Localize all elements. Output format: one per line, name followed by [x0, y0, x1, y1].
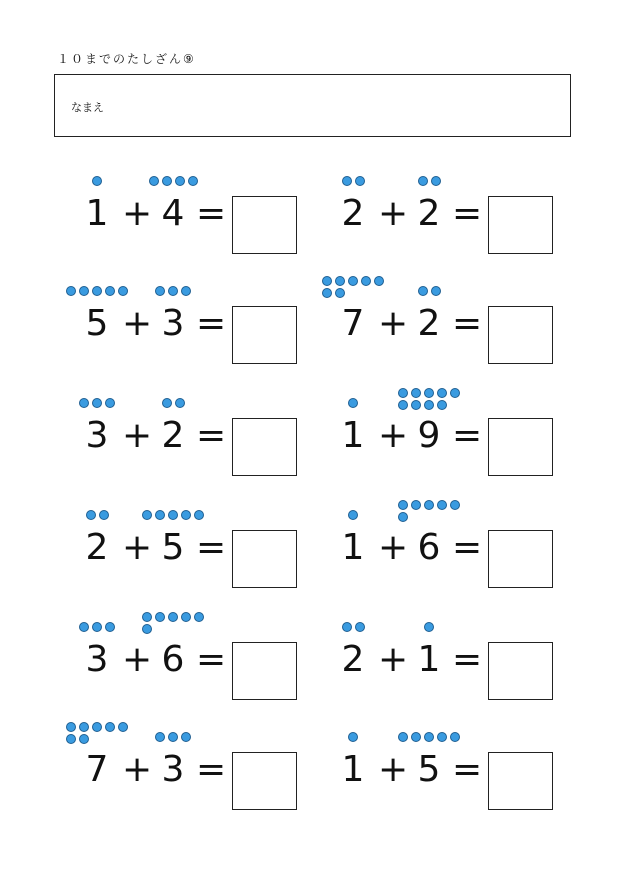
counter-dot: [155, 732, 165, 742]
equals-sign: =: [452, 639, 483, 680]
equals-sign: =: [196, 415, 227, 456]
addend-b: 3: [161, 303, 185, 344]
addend-b: 1: [417, 639, 441, 680]
counter-dot: [175, 398, 185, 408]
equals-sign: =: [196, 639, 227, 680]
plus-sign: +: [378, 193, 409, 234]
counter-dot: [155, 510, 165, 520]
counter-dot: [168, 732, 178, 742]
addend-b: 6: [161, 639, 185, 680]
counter-dot: [79, 398, 89, 408]
counter-dot: [411, 400, 421, 410]
equals-sign: =: [452, 193, 483, 234]
plus-sign: +: [122, 193, 153, 234]
counter-dot: [92, 398, 102, 408]
addend-b: 4: [161, 193, 185, 234]
counter-dot: [99, 510, 109, 520]
answer-box[interactable]: [232, 642, 297, 700]
addend-a: 2: [341, 639, 365, 680]
counter-dot: [361, 276, 371, 286]
counter-dot: [105, 286, 115, 296]
counter-dot: [155, 612, 165, 622]
counter-dot: [431, 286, 441, 296]
counter-dot: [162, 398, 172, 408]
addition-problem: [82, 282, 312, 362]
counter-dot: [335, 276, 345, 286]
plus-sign: +: [378, 639, 409, 680]
counter-dot: [437, 388, 447, 398]
counter-dot: [118, 722, 128, 732]
answer-box[interactable]: [488, 752, 553, 810]
counter-dot: [142, 612, 152, 622]
counter-dot: [424, 388, 434, 398]
addition-problem: [338, 394, 568, 474]
equals-sign: =: [452, 749, 483, 790]
addend-b: 3: [161, 749, 185, 790]
addend-a: 5: [85, 303, 109, 344]
addend-a: 2: [341, 193, 365, 234]
counter-dot: [342, 622, 352, 632]
counter-dot: [437, 732, 447, 742]
counter-dot: [105, 622, 115, 632]
counter-dot: [194, 612, 204, 622]
counter-dot: [155, 286, 165, 296]
addition-problem: [338, 282, 568, 362]
counter-dot: [92, 622, 102, 632]
addition-problem: [82, 394, 312, 474]
counter-dot: [424, 500, 434, 510]
counter-dot: [79, 734, 89, 744]
addend-a: 1: [341, 415, 365, 456]
equals-sign: =: [196, 527, 227, 568]
plus-sign: +: [122, 303, 153, 344]
addend-b: 2: [417, 193, 441, 234]
counter-dot: [181, 510, 191, 520]
answer-box[interactable]: [232, 752, 297, 810]
counter-dot: [105, 398, 115, 408]
counter-dot: [79, 722, 89, 732]
counter-dot: [418, 176, 428, 186]
worksheet-title: １０までのたしざん⑨: [57, 52, 196, 66]
addend-a: 7: [85, 749, 109, 790]
plus-sign: +: [122, 527, 153, 568]
answer-box[interactable]: [488, 306, 553, 364]
addition-problem: [82, 618, 312, 698]
addition-problem: [82, 172, 312, 252]
counter-dot: [450, 388, 460, 398]
counter-dot: [437, 400, 447, 410]
equals-sign: =: [196, 193, 227, 234]
counter-dot: [348, 276, 358, 286]
counter-dot: [411, 500, 421, 510]
counter-dot: [450, 500, 460, 510]
counter-dot: [437, 500, 447, 510]
addend-b: 9: [417, 415, 441, 456]
addition-problem: [338, 172, 568, 252]
counter-dot: [79, 286, 89, 296]
counter-dot: [162, 176, 172, 186]
addend-a: 1: [85, 193, 109, 234]
addend-a: 2: [85, 527, 109, 568]
answer-box[interactable]: [488, 418, 553, 476]
counter-dot: [66, 734, 76, 744]
answer-box[interactable]: [232, 530, 297, 588]
counter-dot: [92, 722, 102, 732]
counter-dot: [411, 388, 421, 398]
counter-dot: [168, 510, 178, 520]
plus-sign: +: [122, 415, 153, 456]
plus-sign: +: [378, 749, 409, 790]
counter-dot: [66, 722, 76, 732]
plus-sign: +: [122, 639, 153, 680]
counter-dot: [450, 732, 460, 742]
name-label: なまえ: [71, 101, 104, 114]
counter-dot: [348, 510, 358, 520]
counter-dot: [398, 732, 408, 742]
addition-problem: [338, 728, 568, 808]
addend-b: 5: [161, 527, 185, 568]
answer-box[interactable]: [232, 418, 297, 476]
equals-sign: =: [452, 527, 483, 568]
equals-sign: =: [196, 749, 227, 790]
counter-dot: [149, 176, 159, 186]
counter-dot: [335, 288, 345, 298]
addend-a: 1: [341, 527, 365, 568]
counter-dot: [398, 512, 408, 522]
counter-dot: [355, 622, 365, 632]
counter-dot: [181, 612, 191, 622]
addend-a: 3: [85, 415, 109, 456]
counter-dot: [168, 286, 178, 296]
addend-a: 1: [341, 749, 365, 790]
counter-dot: [424, 622, 434, 632]
counter-dot: [398, 500, 408, 510]
counter-dot: [181, 732, 191, 742]
counter-dot: [355, 176, 365, 186]
answer-box[interactable]: [488, 642, 553, 700]
counter-dot: [188, 176, 198, 186]
counter-dot: [348, 732, 358, 742]
counter-dot: [142, 510, 152, 520]
counter-dot: [92, 176, 102, 186]
counter-dot: [105, 722, 115, 732]
addend-b: 5: [417, 749, 441, 790]
counter-dot: [168, 612, 178, 622]
plus-sign: +: [378, 303, 409, 344]
addend-b: 2: [161, 415, 185, 456]
counter-dot: [424, 400, 434, 410]
counter-dot: [181, 286, 191, 296]
counter-dot: [175, 176, 185, 186]
addend-a: 7: [341, 303, 365, 344]
addition-problem: [338, 618, 568, 698]
counter-dot: [418, 286, 428, 296]
counter-dot: [322, 276, 332, 286]
counter-dot: [92, 286, 102, 296]
counter-dot: [79, 622, 89, 632]
addend-b: 6: [417, 527, 441, 568]
addition-problem: [82, 506, 312, 586]
plus-sign: +: [378, 527, 409, 568]
counter-dot: [374, 276, 384, 286]
counter-dot: [398, 388, 408, 398]
addend-a: 3: [85, 639, 109, 680]
counter-dot: [118, 286, 128, 296]
counter-dot: [398, 400, 408, 410]
equals-sign: =: [452, 303, 483, 344]
answer-box[interactable]: [488, 196, 553, 254]
equals-sign: =: [196, 303, 227, 344]
equals-sign: =: [452, 415, 483, 456]
counter-dot: [348, 398, 358, 408]
answer-box[interactable]: [232, 306, 297, 364]
answer-box[interactable]: [488, 530, 553, 588]
counter-dot: [66, 286, 76, 296]
counter-dot: [142, 624, 152, 634]
addend-b: 2: [417, 303, 441, 344]
counter-dot: [424, 732, 434, 742]
addition-problem: [82, 728, 312, 808]
answer-box[interactable]: [232, 196, 297, 254]
plus-sign: +: [378, 415, 409, 456]
counter-dot: [322, 288, 332, 298]
counter-dot: [342, 176, 352, 186]
counter-dot: [411, 732, 421, 742]
counter-dot: [194, 510, 204, 520]
plus-sign: +: [122, 749, 153, 790]
counter-dot: [431, 176, 441, 186]
addition-problem: [338, 506, 568, 586]
counter-dot: [86, 510, 96, 520]
